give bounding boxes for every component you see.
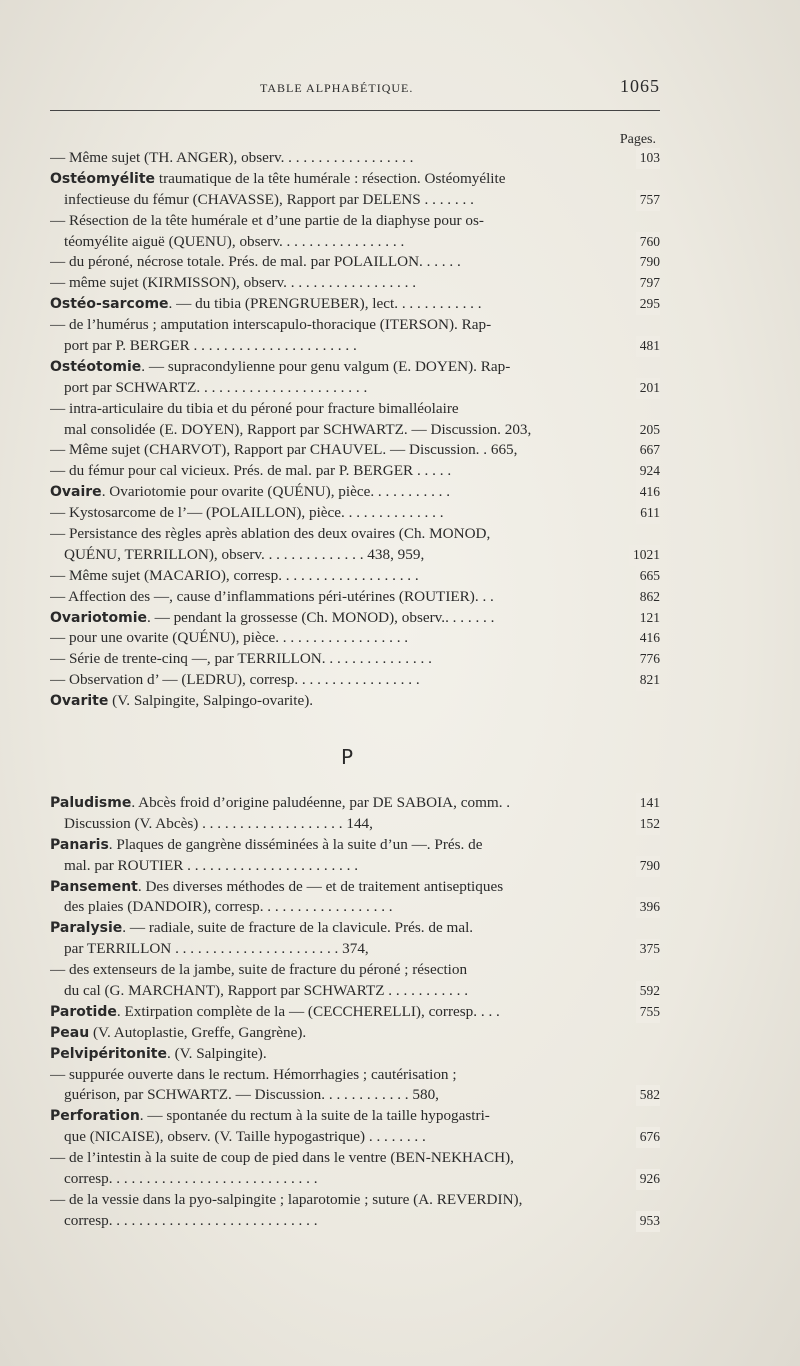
index-entry: [50, 1002, 660, 1023]
index-entry-text: — Même sujet (TH. ANGER), observ. . . . . . . . . . . . . . . . . .: [50, 149, 414, 166]
index-entry: [50, 294, 660, 315]
index-entry: [50, 211, 660, 232]
index-entry: [50, 814, 660, 835]
index-entry: [50, 856, 660, 877]
index-entry: [50, 503, 660, 524]
index-entry-page: 103: [636, 148, 660, 169]
index-entry-page: 821: [636, 670, 660, 691]
header-rule: [50, 110, 660, 111]
index-entry-text: Discussion (V. Abcès) . . . . . . . . . . . . . . . . . . . 144,: [64, 814, 373, 832]
index-entry: [50, 148, 660, 169]
index-entry-page: 665: [636, 566, 660, 587]
index-entry-page: 667: [636, 440, 660, 461]
index-entry-text: Pansement. Des diverses méthodes de — et de traitement antiseptiques: [50, 877, 504, 895]
index-entry-text: corresp. . . . . . . . . . . . . . . . . . . . . . . . . . . .: [64, 1170, 318, 1188]
index-entry: [50, 1127, 660, 1148]
index-entry: [50, 918, 660, 939]
pages-column-label: Pages.: [619, 132, 656, 147]
index-entry: [50, 793, 660, 814]
index-entry: [50, 1065, 660, 1086]
index-entry: [50, 232, 660, 253]
index-entry: [50, 482, 660, 503]
index-entry-page: 757: [636, 190, 660, 211]
index-entry: [50, 628, 660, 649]
index-entry-text: des plaies (DANDOIR), corresp. . . . . . . . . . . . . . . . . .: [64, 898, 393, 916]
index-entry: [50, 649, 660, 670]
index-entry: [50, 1190, 660, 1211]
index-entry-text: Ostéo-sarcome. — du tibia (PRENGRUEBER), lect. . . . . . . . . . . .: [50, 295, 482, 313]
index-entry-page: 201: [636, 378, 660, 399]
index-entry-text: port par SCHWARTZ. . . . . . . . . . . . . . . . . . . . . . .: [64, 378, 368, 396]
index-entry-text: corresp. . . . . . . . . . . . . . . . . . . . . . . . . . . .: [64, 1211, 318, 1229]
index-entry-text: — de la vessie dans la pyo-salpingite ; laparotomie ; suture (A. REVERDIN),: [50, 1190, 523, 1208]
index-entry-text: — Kystosarcome de l’— (POLAILLON), pièce. . . . . . . . . . . . . .: [50, 504, 444, 522]
index-entry: [50, 1085, 660, 1106]
index-entry-text: — des extenseurs de la jambe, suite de fracture du péroné ; résection: [50, 961, 468, 979]
index-entry-page: 862: [636, 587, 660, 608]
index-entry-text: Panaris. Plaques de gangrène disséminées à la suite d’un —. Prés. de: [50, 835, 483, 853]
index-entry: [50, 1148, 660, 1169]
index-entry: [50, 691, 660, 712]
index-entry-text: Perforation. — spontanée du rectum à la suite de la taille hypogastri-: [50, 1107, 490, 1125]
index-entry: [50, 1023, 660, 1044]
index-entry: [50, 670, 660, 691]
index-entry-text: Ovariotomie. — pendant la grossesse (Ch. MONOD), observ.. . . . . . .: [50, 608, 495, 626]
index-entry-text: QUÉNU, TERRILLON), observ. . . . . . . . . . . . . . 438, 959,: [64, 545, 425, 563]
index-entry: [50, 835, 660, 856]
index-entry: [50, 190, 660, 211]
index-entry-page: 396: [636, 897, 660, 918]
index-entry-page: 953: [636, 1211, 660, 1232]
index-entry-text: que (NICAISE), observ. (V. Taille hypogastrique) . . . . . . . .: [64, 1128, 426, 1146]
index-entry-text: Parotide. Extirpation complète de la — (CECCHERELLI), corresp. . . .: [50, 1002, 500, 1020]
index-entry-text: téomyélite aiguë (QUENU), observ. . . . . . . . . . . . . . . . .: [64, 232, 405, 250]
index-entry-text: — du fémur pour cal vicieux. Prés. de mal. par P. BERGER . . . . .: [50, 462, 452, 480]
index-section-o: [50, 148, 660, 712]
index-entry-page: 416: [636, 628, 660, 649]
index-entry-page: 790: [636, 856, 660, 877]
index-entry-text: — intra-articulaire du tibia et du péroné pour fracture bimalléolaire: [50, 399, 459, 417]
index-entry: [50, 608, 660, 629]
letter-heading: P: [341, 745, 354, 769]
index-entry: [50, 981, 660, 1002]
index-entry: [50, 877, 660, 898]
index-entry: [50, 461, 660, 482]
index-entry-text: Paludisme. Abcès froid d’origine paludéenne, par DE SABOIA, comm. .: [50, 794, 511, 811]
index-entry: [50, 315, 660, 336]
index-entry-text: infectieuse du fémur (CHAVASSE), Rapport par DELENS . . . . . . .: [64, 190, 474, 208]
index-entry-text: Pelvipéritonite. (V. Salpingite).: [50, 1044, 267, 1062]
index-entry: [50, 399, 660, 420]
index-entry-page: 760: [636, 232, 660, 253]
index-entry-text: Ovarite (V. Salpingite, Salpingo-ovarite).: [50, 692, 314, 710]
index-entry: [50, 545, 660, 566]
index-entry-page: 416: [636, 482, 660, 503]
index-entry-text: — Même sujet (CHARVOT), Rapport par CHAUVEL. — Discussion. . 665,: [50, 441, 518, 459]
index-entry-text: — Résection de la tête humérale et d’une partie de la diaphyse pour os-: [50, 211, 484, 229]
index-entry: [50, 587, 660, 608]
index-section-p: [50, 793, 660, 1232]
index-entry: [50, 378, 660, 399]
index-entry-page: 611: [636, 503, 660, 524]
index-entry: [50, 897, 660, 918]
index-entry-text: Ostéomyélite traumatique de la tête humérale : résection. Ostéomyélite: [50, 169, 506, 187]
index-entry: [50, 252, 660, 273]
index-entry-text: — Série de trente-cinq —, par TERRILLON. . . . . . . . . . . . . . .: [50, 650, 432, 668]
index-entry-text: — de l’intestin à la suite de coup de pied dans le ventre (BEN-NEKHACH),: [50, 1149, 514, 1167]
index-entry-page: 676: [636, 1127, 660, 1148]
index-entry: [50, 1044, 660, 1065]
index-entry-page: 582: [636, 1085, 660, 1106]
index-entry-text: Paralysie. — radiale, suite de fracture de la clavicule. Prés. de mal.: [50, 919, 474, 937]
index-entry-text: mal consolidée (E. DOYEN), Rapport par SCHWARTZ. — Discussion. 203,: [64, 420, 532, 438]
index-entry-text: Ostéotomie. — supracondylienne pour genu valgum (E. DOYEN). Rap-: [50, 357, 511, 375]
index-entry-text: — Observation d’ — (LEDRU), corresp. . . . . . . . . . . . . . . . .: [50, 671, 420, 689]
index-entry: [50, 1169, 660, 1190]
index-entry: [50, 420, 660, 441]
header-title: TABLE ALPHABÉTIQUE.: [260, 81, 414, 95]
index-entry-page: 375: [636, 939, 660, 960]
index-entry: [50, 1106, 660, 1127]
index-entry: [50, 1211, 660, 1232]
index-entry-text: — de l’humérus ; amputation interscapulo-thoracique (ITERSON). Rap-: [50, 316, 492, 334]
index-entry-page: 797: [636, 273, 660, 294]
index-entry-page: 205: [636, 420, 660, 441]
index-entry: [50, 273, 660, 294]
header-page-number: 1065: [620, 76, 660, 96]
index-entry: [50, 524, 660, 545]
index-entry-text: — suppurée ouverte dans le rectum. Hémorrhagies ; cautérisation ;: [50, 1065, 457, 1083]
index-entry-page: 755: [636, 1002, 660, 1023]
index-entry-page: 776: [636, 649, 660, 670]
index-entry-page: 481: [636, 336, 660, 357]
index-entry-text: mal. par ROUTIER . . . . . . . . . . . . . . . . . . . . . . .: [64, 856, 359, 874]
index-entry-page: 790: [636, 252, 660, 273]
index-entry-text: — Persistance des règles après ablation des deux ovaires (Ch. MONOD,: [50, 525, 491, 543]
index-entry: [50, 357, 660, 378]
index-entry-text: — même sujet (KIRMISSON), observ. . . . . . . . . . . . . . . . . .: [50, 274, 417, 292]
index-entry-text: — pour une ovarite (QUÉNU), pièce. . . . . . . . . . . . . . . . . .: [50, 629, 409, 647]
index-entry: [50, 440, 660, 461]
index-entry-page: 141: [636, 793, 660, 814]
index-entry: [50, 939, 660, 960]
index-entry-text: par TERRILLON . . . . . . . . . . . . . . . . . . . . . . 374,: [64, 940, 369, 958]
index-entry-text: Ovaire. Ovariotomie pour ovarite (QUÉNU), pièce. . . . . . . . . . .: [50, 483, 451, 501]
index-entry-page: 1021: [629, 545, 660, 566]
index-entry-text: — du péroné, nécrose totale. Prés. de mal. par POLAILLON. . . . . .: [50, 253, 461, 271]
index-entry-text: port par P. BERGER . . . . . . . . . . . . . . . . . . . . . .: [64, 337, 357, 355]
index-entry-page: 152: [636, 814, 660, 835]
index-entry-page: 295: [636, 294, 660, 315]
index-entry: [50, 566, 660, 587]
index-entry-text: — Affection des —, cause d’inflammations péri-utérines (ROUTIER). . .: [50, 587, 494, 605]
index-entry-text: du cal (G. MARCHANT), Rapport par SCHWARTZ . . . . . . . . . . .: [64, 982, 469, 1000]
index-entry: [50, 336, 660, 357]
index-entry-page: 121: [636, 608, 660, 629]
index-entry-page: 926: [636, 1169, 660, 1190]
index-entry-text: — Même sujet (MACARIO), corresp. . . . . . . . . . . . . . . . . . .: [50, 566, 419, 584]
index-entry-text: guérison, par SCHWARTZ. — Discussion. . . . . . . . . . . . 580,: [64, 1086, 439, 1104]
index-entry-page: 924: [636, 461, 660, 482]
index-entry-page: 592: [636, 981, 660, 1002]
index-entry-text: Peau (V. Autoplastie, Greffe, Gangrène).: [50, 1023, 307, 1041]
index-entry: [50, 960, 660, 981]
index-entry: [50, 169, 660, 190]
